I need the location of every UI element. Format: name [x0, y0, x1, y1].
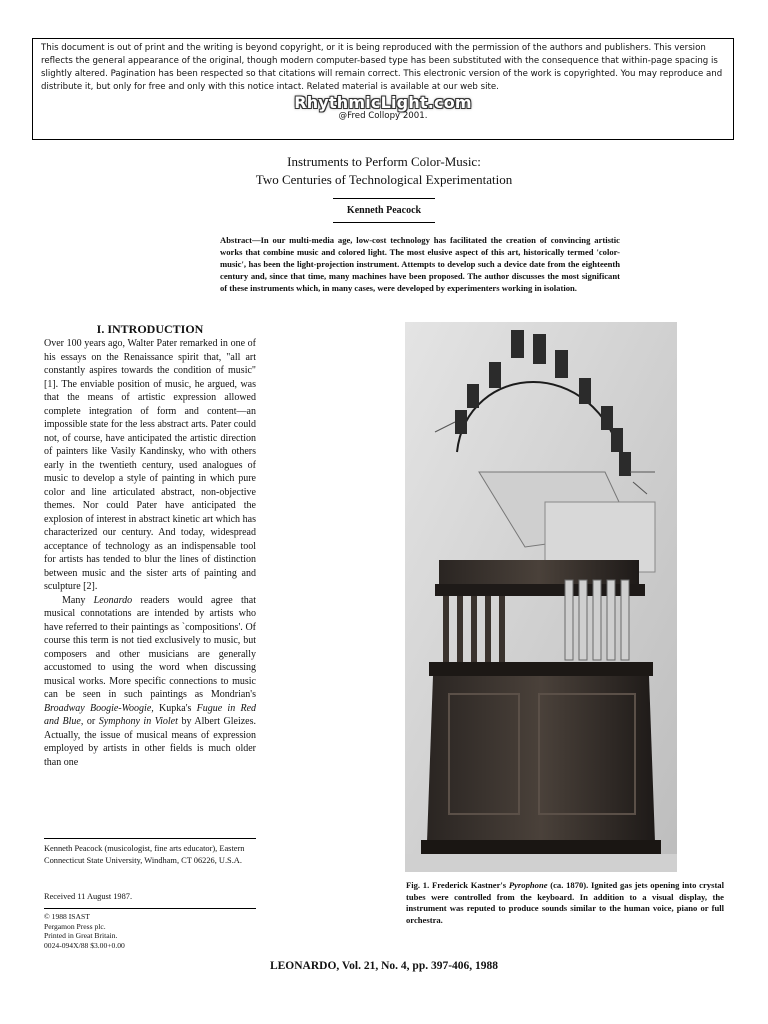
caption-text: Fig. 1. Frederick Kastner's: [406, 880, 509, 890]
site-logo[interactable]: RhythmicLight.com: [294, 93, 472, 112]
paragraph-1: Over 100 years ago, Walter Pater remarked in one of his essays on the Renaissance spirit that, "all art constantly aspires towards the condition of music" [1]. The enviable position of music, he argued, was that the means of artistic expression allowed complete integration of form and content—an impossible state for the less abstract arts. Pater could not, of course, have anticipated the artistic direction of painters like Vasily Kandinsky, who with others early in the twentieth century, used analogues of music to develop a style of painting in which pure color and line articulated abstract, non-objective themes. Nor could Pater have anticipated the explosion of interest in abstract kinetic art which has characterized our century. And today, widespread acceptance of technology as an indispensable tool for artists has tended to blur the lines of distinction between music and the sister arts of painting and sculpture [2].: [44, 338, 256, 592]
publisher-line: 0024-094X/88 $3.00+0.00: [44, 940, 125, 950]
journal-name: Leonardo: [93, 594, 133, 606]
caption-text: (ca. 1870). Ignited gas jets opening into crystal tubes were controlled from the keyboard. In addition to a visual display, the instrument was reputed to produce sounds similar to the human voice, piano or full orchestra.: [406, 880, 724, 925]
affiliation-divider: [44, 838, 256, 839]
text-span: by Albert Gleizes. Actually, the issue of musical means of expression employed by artists in other fields is much older than one: [44, 716, 257, 768]
copyright-line: @Fred Collopy 2001.: [338, 111, 428, 121]
paragraph-2: [44, 594, 256, 770]
notice-text: This document is out of print and the writing is beyond copyright, or it is being reproduced with the permission of the authors and publishers. This version reflects the general appearance of the original, though modern computer-based type has been substituted with the consequence that within-page spacing is slightly altered. Pagination has been respected so that citations will remain correct. This electronic version of the work is copyrighted. You may reproduce and distribute it, but only for free and only with this notice intact. Related material is available at our web site.: [41, 43, 723, 92]
caption-instrument-name: Pyrophone: [508, 880, 548, 890]
title-divider: [333, 198, 435, 199]
text-span: or: [83, 716, 99, 727]
pyrophone-photo: [405, 322, 677, 872]
article-title-line-1: Instruments to Perform Color-Music:: [287, 154, 481, 169]
section-heading: I. INTRODUCTION: [96, 322, 204, 336]
text-span: Kupka's: [153, 702, 197, 714]
publisher-line: Printed in Great Britain.: [44, 931, 118, 940]
journal-citation: LEONARDO, Vol. 21, No. 4, pp. 397-406, 1988: [269, 960, 499, 972]
copyright-notice-box: [32, 38, 734, 140]
publisher-divider: [44, 908, 256, 909]
author-affiliation: Kenneth Peacock (musicologist, fine arts educator), Eastern Connecticut State University, Windham, CT 06226, U.S.A.: [44, 844, 245, 865]
publisher-line: Pergamon Press plc.: [44, 921, 106, 931]
body-text: [44, 337, 256, 769]
painting-title: Fugue in Red and Blue,: [44, 702, 257, 727]
abstract: Abstract—In our multi-media age, low-cost technology has facilitated the creation of convincing artistic works that combine music and colored light. The most elusive aspect of this art, historically termed 'color-music', has been the light-projection instrument. Attempts to develop such a device date from the eighteenth century and, since that time, many machines have been proposed. The author discusses the most significant of these instruments which, in many cases, were developed by experimenters working in isolation.: [220, 235, 620, 293]
received-date: Received 11 August 1987.: [44, 892, 133, 901]
article-title-line-2: Two Centuries of Technological Experimentation: [255, 172, 513, 187]
publisher-info: [44, 912, 256, 950]
figure-caption: [406, 880, 724, 926]
painting-title: Broadway Boogie-Woogie,: [44, 702, 154, 714]
text-span: readers would agree that musical connotations are intended by artists who have referred to their paintings as `compositions'. Of course this term is not tied exclusively to music, but composers and other musicians are generally accustomed to using the word when discussing musical works. More specific connections to music can be seen in such paintings as Mondrian's: [44, 594, 256, 700]
author-divider: [333, 222, 435, 223]
painting-title: Symphony in Violet: [98, 716, 178, 727]
publisher-line: © 1988 ISAST: [44, 912, 90, 921]
author-name: Kenneth Peacock: [346, 205, 422, 216]
text-span: Many: [62, 594, 94, 606]
